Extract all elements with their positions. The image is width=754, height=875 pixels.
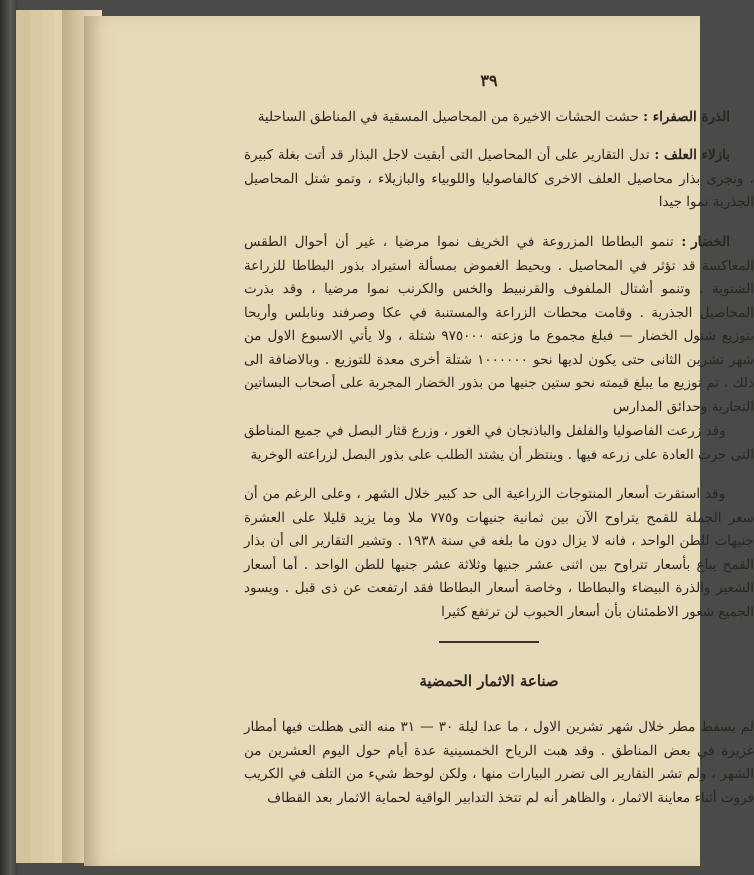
paragraph-corn <box>244 106 754 130</box>
paragraph-label: بازلاء العلف : <box>654 147 731 163</box>
paragraph-text: تنمو البطاطا المزروعة في الخريف نموا مرضيا ، غير أن أحوال الطقس المعاكسة قد تؤثر في المحاصيل . ويحيط الغموض بمسألة استيراد بذور البطاطا للزراعة الشتوية . وتنمو أشتال الملفوف والقرنبيط والخس والكرنب نموا مرضيا ، وقد بذرت المحاصيل الجذرية . وقامت محطات الزراعة والمستنبة في عكا وصرفند ونابلس وأريحا بتوزيع شتول الخضار — فبلغ مجموع ما وزعته ٩٧٥٠٠٠ شتلة ، ولا يأتي الاسبوع الاول من شهر تشرين الثانى حتى يكون لديها نحو ١٠٠٠٠٠٠ شتلة أخرى معدة للتوزيع . وبالاضافة الى ذلك ، تم توزيع ما يبلغ قيمته نحو ستين جنيها من بذور الخضار المجربة على أصحاب البساتين التجارية وحدائق المدارس <box>244 234 754 415</box>
paragraph-prices <box>244 483 754 624</box>
section-divider <box>439 641 539 643</box>
section-heading: صناعة الاثمار الحمضية <box>419 672 559 690</box>
paragraph-text: تدل التقارير على أن المحاصيل التى أبقيت لاجل البذار قد أتت بغلة كبيرة ، وتجرى بذار محاصيل العلف الاخرى كالفاصوليا واللوبياء والبازيلاء ، وتمو شتل المحاصيل الجذرية نموا جيدا <box>244 147 754 210</box>
paragraph-vegetables <box>244 231 754 419</box>
page-number: ٣٩ <box>480 71 498 90</box>
paragraph-text: وقد استقرت أسعار المنتوجات الزراعية الى حد كبير خلال الشهر ، وعلى الرغم من أن سعر الجملة للقمح يتراوح الآن بين ثمانية جنيهات و٧٧٥ ملا وما يزيد قليلا على العشرة جنيهات للطن الواحد ، فانه لا يزال دون ما بلغه في سنة ١٩٣٨ . وتشير التقارير الى أن بذار القمح يباع بأسعار تتراوح بين اثنى عشر جنيها وثلاثة عشر جنيها للطن الواحد . أما أسعار الشعير والذرة البيضاء والبطاطا ، وخاصة أسعار البطاطا فقد ارتفعت عن ذى قبل . ويسود الجميع شعور الاطمئنان بأن أسعار الحبوب لن ترتفع كثيرا <box>244 486 754 620</box>
book-page <box>84 16 754 866</box>
paragraph-label: الذرة الصفراء : <box>643 109 730 125</box>
paragraph-fodder-peas <box>244 144 754 215</box>
paragraph-text: وقد زرعت الفاصوليا والفلفل والباذنجان في الغور ، وزرع قثار البصل في جميع المناطق التى جرت العادة على زرعه فيها . وينتظر أن يشتد الطلب على بذور البصل لزراعته الوخرية <box>244 423 754 463</box>
paragraph-text: حشت الحشات الاخيرة من المحاصيل المسقية في المناطق الساحلية <box>257 109 639 125</box>
paragraph-ghor-crops <box>244 420 754 467</box>
paragraph-text: لم يسقط مطر خلال شهر تشرين الاول ، ما عدا ليلة ٣٠ — ٣١ منه التى هطلت فيها أمطار غزيرة في بعض المناطق . وقد هبت الرياح الخمسينية عدة أيام حول اليوم العشرين من الشهر ، ولم تشر التقارير الى تضرر البيارات منها ، ولكن لوحظ شيء من التلف في الكريب فروت أثناء معاينة الاثمار ، والظاهر أنه لم تتخذ التدابير الواقية لحماية الاثمار بعد القطاف <box>244 719 754 806</box>
paragraph-label: الخضار : <box>681 234 730 250</box>
paragraph-citrus <box>244 716 754 810</box>
